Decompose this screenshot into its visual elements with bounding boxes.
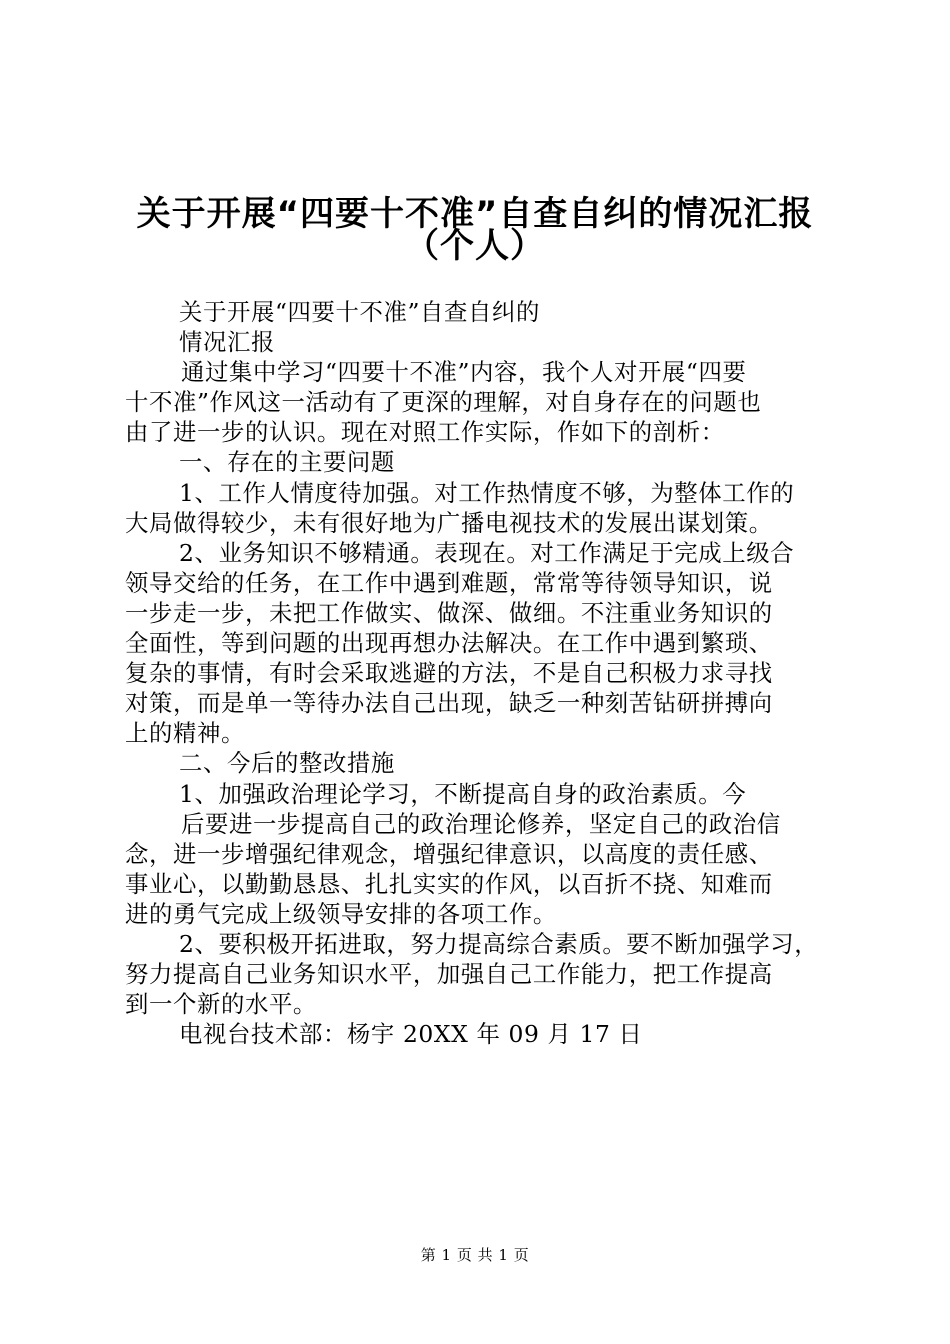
body-line: 复杂的事情，有时会采取逃避的方法，不是自己积极力求寻找 [125,659,773,688]
body-line: 通过集中学习“四要十不准”内容，我个人对开展“四要 [181,358,747,387]
body-line: 上的精神。 [125,719,245,748]
body-line: 努力提高自己业务知识水平，加强自己工作能力，把工作提高 [125,960,773,989]
signature-line: 电视台技术部：杨宇 20XX 年 09 月 17 日 [179,1020,643,1049]
body-line: 大局做得较少，未有很好地为广播电视技术的发展出谋划策。 [125,508,773,537]
body-line: 关于开展“四要十不准”自查自纠的 [179,298,540,326]
body-line: 进的勇气完成上级领导安排的各项工作。 [125,899,557,928]
body-line: 对策，而是单一等待办法自己出现，缺乏一种刻苦钻研拼搏向 [125,689,773,718]
body-line: 一、存在的主要问题 [179,448,395,477]
body-line: 后要进一步提高自己的政治理论修养，坚定自己的政治信 [181,809,781,838]
document-body [125,297,831,1049]
body-line: 全面性，等到问题的出现再想办法解决。在工作中遇到繁琐、 [125,629,773,658]
body-line: 领导交给的任务，在工作中遇到难题，常常等待领导知识，说 [125,568,773,597]
body-line: 1、工作人情度待加强。对工作热情度不够，为整体工作的 [179,478,795,507]
body-line: 到一个新的水平。 [125,990,317,1019]
body-line: 1、加强政治理论学习，不断提高自身的政治素质。今 [179,779,747,808]
page-footer: 第 1 页 共 1 页 [420,1246,530,1264]
body-line: 2、要积极开拓进取，努力提高综合素质。要不断加强学习， [179,929,819,958]
body-line: 情况汇报 [179,328,275,357]
body-line: 十不准”作风这一活动有了更深的理解，对自身存在的问题也 [125,388,762,417]
body-line: 事业心，以勤勤恳恳、扎扎实实的作风，以百折不挠、知难而 [125,869,773,898]
body-line: 一步走一步，未把工作做实、做深、做细。不注重业务知识的 [125,598,773,627]
body-line: 2、业务知识不够精通。表现在。对工作满足于完成上级合 [179,538,795,567]
body-line: 念，进一步增强纪律观念，增强纪律意识，以高度的责任感、 [125,839,773,868]
body-line: 二、今后的整改措施 [179,749,395,778]
document-subtitle: （个人） [405,226,545,266]
document-title: 关于开展“四要十不准”自查自纠的情况汇报 [136,194,814,234]
body-line: 由了进一步的认识。现在对照工作实际，作如下的剖析： [125,418,725,447]
